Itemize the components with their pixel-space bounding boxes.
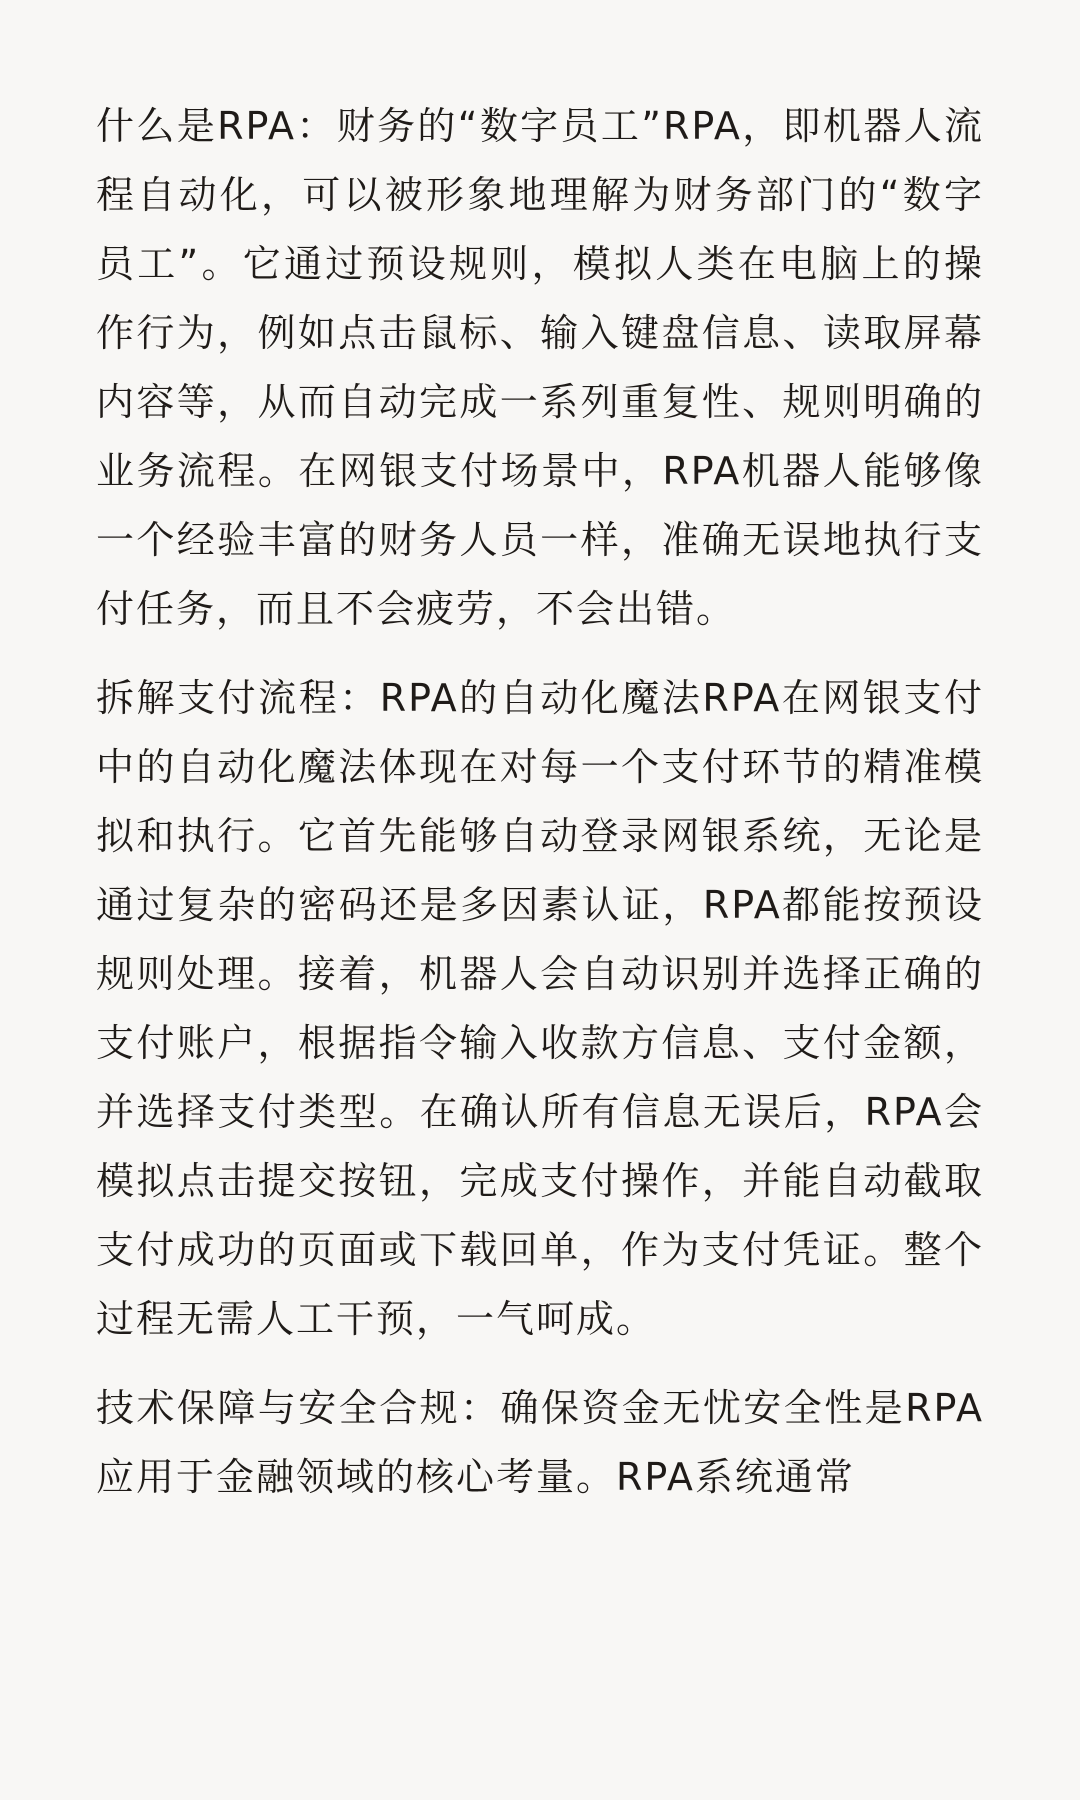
paragraph-security-compliance: 技术保障与安全合规：确保资金无忧安全性是RPA应用于金融领域的核心考量。RPA系统通常 (96, 1386, 984, 1499)
paragraph-what-is-rpa: 什么是RPA：财务的“数字员工”RPA，即机器人流程自动化，可以被形象地理解为财务部门的“数字员工”。它通过预设规则，模拟人类在电脑上的操作行为，例如点击鼠标、输入键盘信息、读取屏幕内容等，从而自动完成一系列重复性、规则明确的业务流程。在网银支付场景中，RPA机器人能够像一个经验丰富的财务人员一样，准确无误地执行支付任务，而且不会疲劳，不会出错。 (96, 104, 984, 631)
article-body (96, 92, 984, 1512)
paragraph-payment-process: 拆解支付流程：RPA的自动化魔法RPA在网银支付中的自动化魔法体现在对每一个支付环节的精准模拟和执行。它首先能够自动登录网银系统，无论是通过复杂的密码还是多因素认证，RPA都能按预设规则处理。接着，机器人会自动识别并选择正确的支付账户，根据指令输入收款方信息、支付金额，并选择支付类型。在确认所有信息无误后，RPA会模拟点击提交按钮，完成支付操作，并能自动截取支付成功的页面或下载回单，作为支付凭证。整个过程无需人工干预，一气呵成。 (96, 676, 984, 1341)
